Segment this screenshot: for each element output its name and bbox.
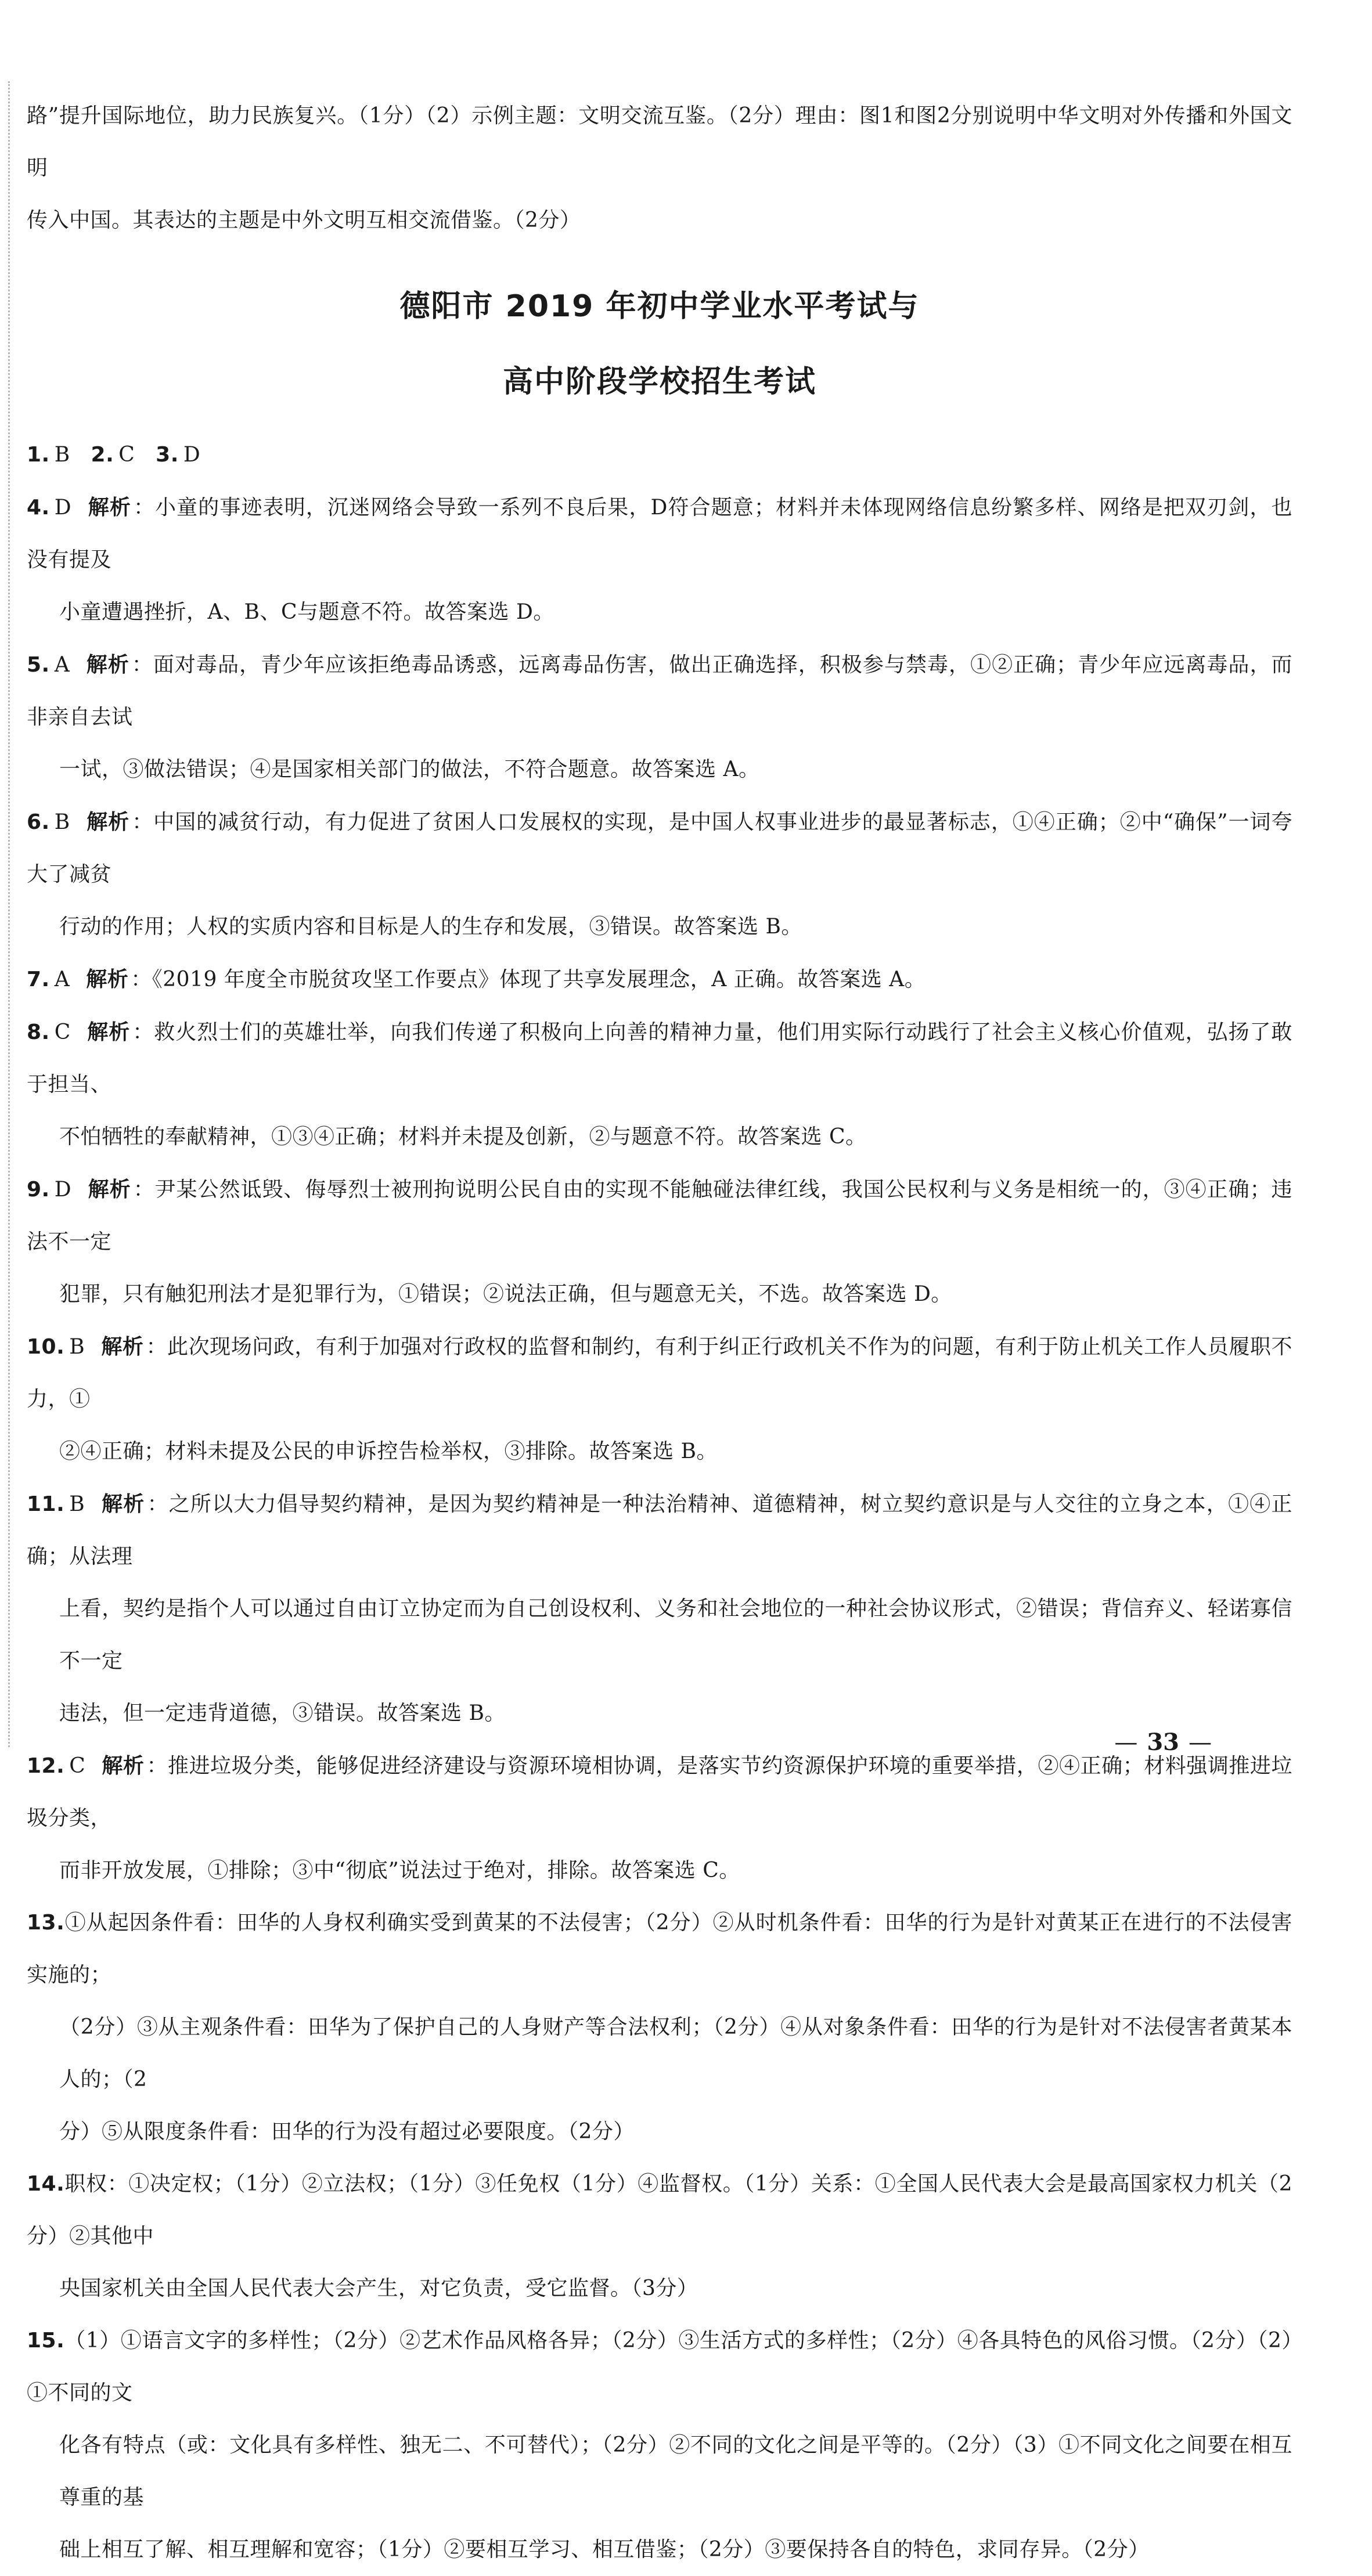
long-answer-text: 化各有特点（或：文化具有多样性、独无二、不可替代）；（2分）②不同的文化之间是平等的。（2分）（3）①不同文化之间要在相互尊重的基 [59,2433,1292,2509]
answer-item-line [27,1111,1292,1163]
answer-choice: D [54,1178,72,1202]
answer-item-line [27,901,1292,953]
long-answer-text: 职权：①决定权；（1分）②立法权；（1分）③任免权（1分）④监督权。（1分）关系：①全国人民代表大会是最高国家权力机关（2分）②其他中 [27,2172,1292,2248]
answer-number: 15. [27,2329,65,2353]
analysis-label: 解析 [101,1334,144,1359]
answer-item-line [27,1163,1292,1268]
answer-number: 4. [27,496,50,519]
page-number-dash-right: — [1189,1729,1212,1756]
analysis-label: 解析 [88,1177,131,1202]
answer-item-line [27,796,1292,901]
long-answer-text: ①从起因条件看：田华的人身权利确实受到黄某的不法侵害；（2分）②从时机条件看：田华的行为是针对黄某正在进行的不法侵害实施的； [27,1911,1292,1987]
answer-choice: C [118,443,135,467]
long-answer-text: 础上相互了解、相互理解和宽容；（1分）②要相互学习、相互借鉴；（2分）③要保持各自的特色，求同存异。（2分） [59,2538,1150,2561]
answer-number: 2. [91,443,114,467]
analysis-text: ：救火烈士们的英雄壮举，向我们传递了积极向上向善的精神力量，他们用实际行动践行了社会主义核心价值观，弘扬了敢于担当、 [27,1020,1292,1096]
analysis-text: ：之所以大力倡导契约精神，是因为契约精神是一种法治精神、道德精神，树立契约意识是与人交往的立身之本，①④正确；从法理 [27,1492,1292,1568]
answer-number: 10. [27,1335,65,1359]
binding-margin-rule [8,81,10,1747]
answer-item-line [27,1478,1292,1583]
analysis-label: 解析 [102,1754,145,1778]
page-number [1105,1729,1221,1756]
answer-item-line [27,586,1292,638]
analysis-text: 犯罪，只有触犯刑法才是犯罪行为，①错误；②说法正确，但与题意无关，不选。故答案选 D。 [59,1282,952,1306]
analysis-text: ：推进垃圾分类，能够促进经济建设与资源环境相协调，是落实节约资源保护环境的重要举措，②④正确；材料强调推进垃圾分类， [27,1754,1292,1830]
answer-choice: D [54,496,72,519]
answer-item-line [27,481,1292,586]
answer-number: 6. [27,810,50,834]
answer-number: 7. [27,968,50,991]
analysis-label: 解析 [86,652,129,677]
analysis-label: 解析 [101,1492,145,1516]
analysis-text: 行动的作用；人权的实质内容和目标是人的生存和发展，③错误。故答案选 B。 [59,915,802,939]
answer-choice: B [69,1335,85,1359]
answer-choice: C [54,1020,71,1044]
long-answers-list [27,1897,1292,2576]
long-answer-line [27,2524,1292,2576]
answer-number: 12. [27,1754,65,1778]
answer-item-line [27,953,1292,1006]
answer-number: 13. [27,1911,65,1935]
answer-number: 1. [27,443,50,467]
answer-item-line [27,1426,1292,1478]
long-answer-text: 央国家机关由全国人民代表大会产生，对它负责，受它监督。（3分） [59,2276,698,2300]
answer-item-line [27,1687,1292,1740]
long-answer-text: （2分）③从主观条件看：田华为了保护自己的人身财产等合法权利；（2分）④从对象条件看：田华的行为是针对不法侵害者黄某本人的；（2 [59,2015,1292,2091]
long-answer-line [27,2263,1292,2315]
long-answer-line [27,2315,1292,2419]
continued-text-line-2: 传入中国。其表达的主题是中外文明互相交流借鉴。（2分） [27,208,581,232]
page-number-value: 33 [1147,1729,1179,1756]
answer-number: 8. [27,1020,50,1044]
section-title-line-1: 德阳市 2019 年初中学业水平考试与 [399,289,920,324]
analysis-text: 而非开放发展，①排除；③中“彻底”说法过于绝对，排除。故答案选 C。 [59,1859,740,1882]
answer-choice: B [69,1492,85,1516]
analysis-text: ：此次现场问政，有利于加强对行政权的监督和制约，有利于纠正行政机关不作为的问题，有利于防止机关工作人员履职不力，① [27,1335,1292,1411]
answer-number: 9. [27,1178,50,1202]
analysis-text: ：小童的事迹表明，沉迷网络会导致一系列不良后果，D符合题意；材料并未体现网络信息纷繁多样、网络是把双刃剑，也没有提及 [27,496,1292,572]
analysis-text: ②④正确；材料未提及公民的申诉控告检举权，③排除。故答案选 B。 [59,1439,718,1463]
answer-choice: A [54,968,70,991]
analysis-label: 解析 [88,495,131,519]
answer-number: 11. [27,1492,65,1516]
answer-choice: B [54,443,70,467]
analysis-text: ：面对毒品，青少年应该拒绝毒品诱惑，远离毒品伤害，做出正确选择，积极参与禁毒，①②正确；青少年应远离毒品，而非亲自去试 [27,653,1292,729]
explained-answers-list [27,481,1292,1897]
answer-item-line [27,1740,1292,1845]
analysis-label: 解析 [86,810,130,834]
analysis-label: 解析 [87,1020,131,1044]
long-answer-line [27,1897,1292,2001]
answer-item-line [27,1583,1292,1687]
answer-number: 5. [27,653,50,677]
long-answer-line [27,2158,1292,2263]
analysis-text: 上看，契约是指个人可以通过自由订立协定而为自己创设权利、义务和社会地位的一种社会协议形式，②错误；背信弃义、轻诺寡信不一定 [59,1597,1292,1673]
answer-item-line [27,1845,1292,1897]
long-answer-text: 分）⑤从限度条件看：田华的行为没有超过必要限度。（2分） [59,2120,635,2144]
section-title-line-2: 高中阶段学校招生考试 [502,365,816,399]
answer-choice: A [54,653,70,677]
answer-choice: D [183,443,201,467]
long-answer-text: （1）①语言文字的多样性；（2分）②艺术作品风格各异；（2分）③生活方式的多样性；（2分）④各具特色的风俗习惯。（2分）（2）①不同的文 [27,2329,1292,2405]
answer-choice: C [69,1754,86,1778]
answer-choice: B [54,810,70,834]
quick-answers [27,429,1292,481]
analysis-text: 一试，③做法错误；④是国家相关部门的做法，不符合题意。故答案选 A。 [59,757,760,781]
answer-item-line [27,1006,1292,1111]
analysis-text: ：中国的减贫行动，有力促进了贫困人口发展权的实现，是中国人权事业进步的最显著标志，①④正确；②中“确保”一词夸大了减贫 [27,810,1292,886]
answer-item-line [27,1321,1292,1426]
answer-item-line [27,1268,1292,1321]
long-answer-line [27,2106,1292,2158]
analysis-label: 解析 [86,967,129,991]
answer-number: 3. [156,443,179,467]
analysis-text: 违法，但一定违背道德，③错误。故答案选 B。 [59,1701,506,1725]
analysis-text: 小童遭遇挫折，A、B、C与题意不符。故答案选 D。 [59,600,554,624]
page-content [27,90,1292,2576]
analysis-text: ：尹某公然诋毁、侮辱烈士被刑拘说明公民自由的实现不能触碰法律红线，我国公民权利与义务是相统一的，③④正确；违法不一定 [27,1178,1292,1254]
answer-item-line [27,638,1292,744]
analysis-text: ：《2019 年度全市脱贫攻坚工作要点》体现了共享发展理念，A 正确。故答案选 A。 [131,968,926,991]
analysis-text: 不怕牺牲的奉献精神，①③④正确；材料并未提及创新，②与题意不符。故答案选 C。 [59,1125,867,1149]
answer-number: 14. [27,2172,65,2196]
continued-text-line-1: 路”提升国际地位，助力民族复兴。（1分）（2）示例主题：文明交流互鉴。（2分）理由：图1和图2分别说明中华文明对外传播和外国文明 [27,104,1292,180]
long-answer-line [27,2001,1292,2106]
answer-item-line [27,744,1292,796]
page-number-dash-left: — [1114,1729,1138,1756]
long-answer-line [27,2419,1292,2524]
